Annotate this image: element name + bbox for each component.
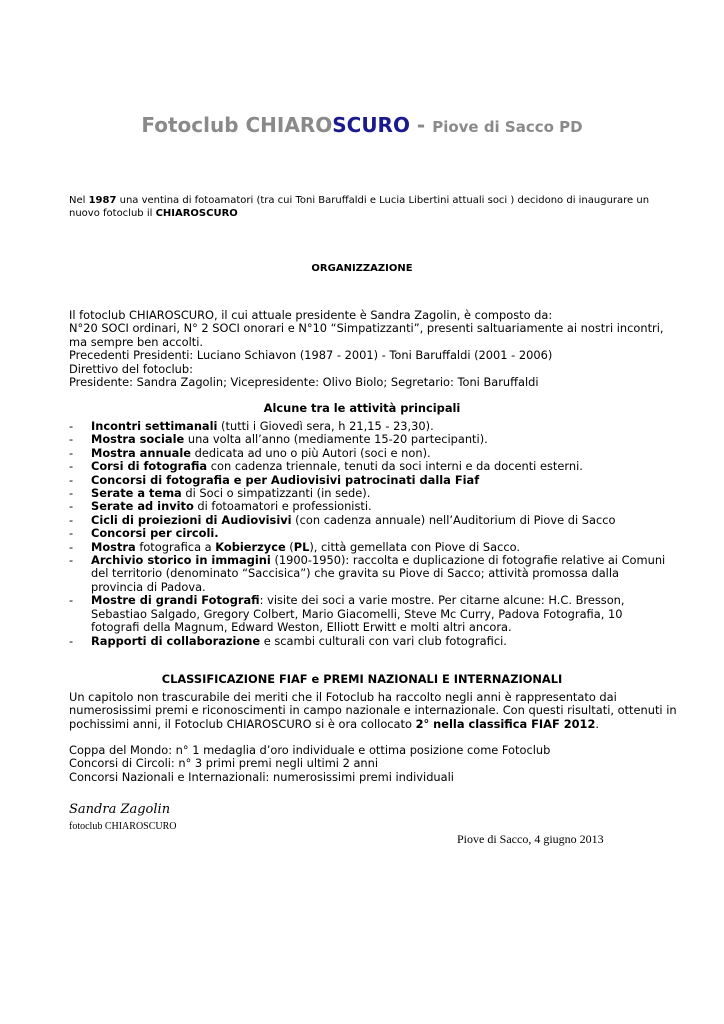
title-location: Piove di Sacco PD [432, 118, 583, 136]
list-item: - Mostra sociale una volta all’anno (mediamente 15-20 partecipanti). [69, 432, 488, 447]
organization-text [69, 309, 709, 389]
intro-text: Nel [69, 195, 89, 206]
signature-club: fotoclub CHIAROSCURO [69, 821, 177, 832]
award-line: Coppa del Mondo: n° 1 medaglia d’oro individuale e ottima posizione come Fotoclub [69, 743, 551, 757]
list-item: - Serate a tema di Soci o simpatizzanti (in sede). [69, 486, 371, 501]
org-line: Precedenti Presidenti: Luciano Schiavon (1987 - 2001) - Toni Baruffaldi (2001 - 2006) [69, 348, 553, 363]
section-heading-activities: Alcune tra le attività principali [263, 401, 461, 415]
list-item: - Rapporti di collaborazione e scambi culturali con vari club fotografici. [69, 633, 507, 648]
place-date: Piove di Sacco, 4 giugno 2013 [457, 832, 604, 846]
page-title [0, 113, 724, 137]
org-line: N°20 SOCI ordinari, N° 2 SOCI onorari e N°10 “Simpatizzanti”, presenti saltuariamente ai nostri incontri, [69, 321, 664, 336]
title-scuro: SCURO [332, 113, 410, 137]
list-item: - Corsi di fotografia con cadenza triennale, tenuti da soci interni e da docenti esterni. [69, 459, 583, 474]
intro-club: CHIAROSCURO [155, 208, 238, 219]
activities-list [69, 420, 709, 648]
list-item: - Archivio storico in immagini (1900-1950): raccolta e duplicazione di fotografie relative ai Comuni del territorio (denominato “Saccisica”) che gravita su Piove di Sacco; attività promossa dalla provincia di Padova. [69, 553, 666, 594]
list-item: - Mostre di grandi Fotografi: visite dei soci a varie mostre. Per citarne alcune: H.C. Bresson, Sebastiao Salgado, Gregory Colbert, Mario Giacomelli, Steve Mc Curry, Padova Fotografia, 10 fotografi della Magnum, Edward Weston, Elliott Erwitt e molti altri ancora. [69, 593, 625, 635]
classification-paragraph [69, 691, 719, 731]
list-item: - Concorsi di fotografia e per Audiovisivi patrocinati dalla Fiaf [69, 472, 480, 487]
classif-line: pochissimi anni, il Fotoclub CHIAROSCURO si è ora collocato 2° nella classifica FIAF 2012. [69, 716, 600, 731]
list-item: - Incontri settimanali (tutti i Giovedì sera, h 21,15 - 23,30). [69, 419, 434, 433]
signature: Sandra Zagolin [69, 802, 171, 817]
title-separator: - [409, 113, 433, 137]
intro-year: 1987 [88, 195, 117, 206]
list-item: - Mostra annuale dedicata ad uno o più Autori (soci e non). [69, 445, 431, 460]
org-line: Direttivo del fotoclub: [69, 361, 193, 376]
org-line: Presidente: Sandra Zagolin; Vicepresidente: Olivo Biolo; Segretario: Toni Baruffaldi [69, 375, 539, 390]
section-heading-organizzazione: ORGANIZZAZIONE [311, 263, 413, 274]
award-line: Concorsi di Circoli: n° 3 primi premi negli ultimi 2 anni [69, 756, 379, 771]
org-line: ma sempre ben accolti. [69, 334, 203, 349]
award-line: Concorsi Nazionali e Internazionali: numerosissimi premi individuali [69, 769, 454, 784]
org-line: Il fotoclub CHIAROSCURO, il cui attuale presidente è Sandra Zagolin, è composto da: [69, 308, 553, 322]
list-item: - Concorsi per circoli. [69, 526, 219, 541]
classif-line: numerosissimi premi e riconoscimenti in campo nazionale e internazionale. Con questi risultati, ottenuti in [69, 703, 677, 718]
section-heading-classification: CLASSIFICAZIONE FIAF e PREMI NAZIONALI E INTERNAZIONALI [161, 672, 563, 686]
list-item: - Mostra fotografica a Kobierzyce (PL), città gemellata con Piove di Sacco. [69, 539, 521, 554]
title-chiaro: Fotoclub CHIARO [141, 113, 333, 137]
list-item: - Serate ad invito di fotoamatori e professionisti. [69, 499, 372, 514]
intro-paragraph [69, 194, 669, 220]
intro-text: nuovo fotoclub il [69, 208, 156, 219]
classif-line: Un capitolo non trascurabile dei meriti che il Fotoclub ha raccolto negli anni è rappresentato dai [69, 690, 617, 704]
list-item: - Cicli di proiezioni di Audiovisivi (con cadenza annuale) nell’Auditorium di Piove di Sacco [69, 512, 616, 527]
intro-text: una ventina di fotoamatori (tra cui Toni Baruffaldi e Lucia Libertini attuali soci ) decidono di inaugurare un [116, 195, 650, 206]
awards-list [69, 744, 719, 784]
